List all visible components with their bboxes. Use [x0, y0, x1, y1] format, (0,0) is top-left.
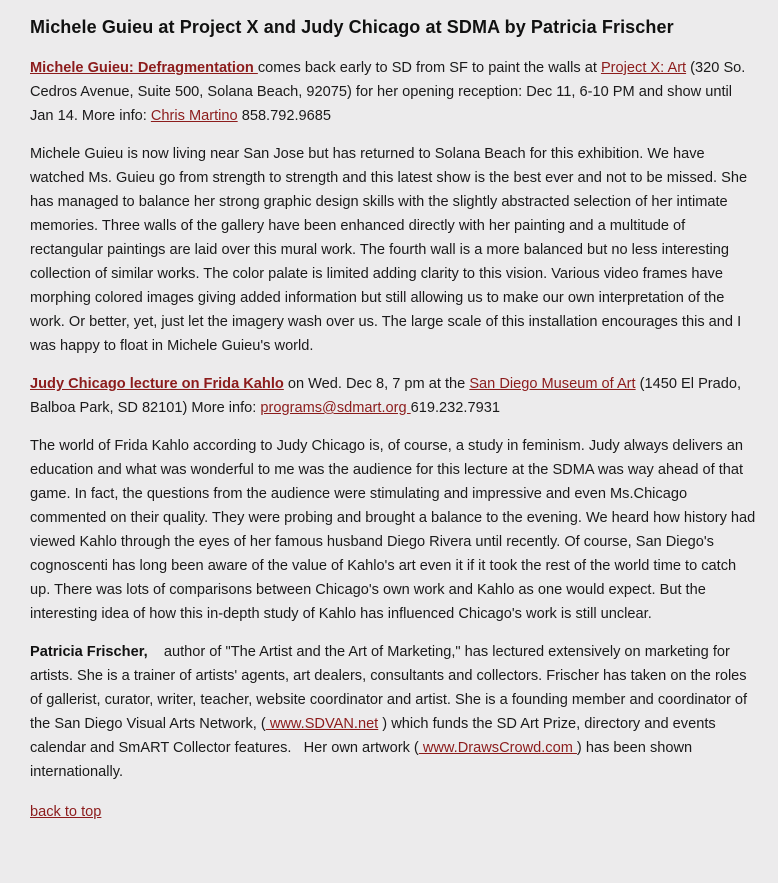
bio-text: ) has been shown internationally. — [30, 740, 693, 780]
event-paragraph-guieu — [30, 56, 758, 128]
event-paragraph-chicago — [30, 372, 758, 420]
event-text: (320 So. Cedros Avenue, Suite 500, Solana Beach, 92075) for her opening reception: Dec 11, 6-10 PM and show until Jan 14. More info: — [30, 60, 746, 124]
page-title: Michele Guieu at Project X and Judy Chicago at SDMA by Patricia Frischer — [30, 17, 674, 37]
link-programs-email[interactable]: programs@sdmart.org — [260, 400, 411, 416]
link-michele-guieu-defragmentation[interactable]: Michele Guieu: Defragmentation — [30, 60, 258, 76]
back-to-top-wrapper — [30, 800, 758, 824]
link-chris-martino[interactable]: Chris Martino — [150, 108, 238, 124]
link-san-diego-museum-of-art[interactable]: San Diego Museum of Art — [469, 376, 636, 392]
bio-text: author of "The Artist and the Art of Marketing," has lectured extensively on marketing for artists. She is a trainer of artists' agents, art dealers, consultants and collectors. Frischer has taken on the roles of gallerist, curator, writer, teacher, website coordinator and artist. She is a founding member and coordinator of the San Diego Visual Arts Network, ( — [30, 644, 752, 732]
event-text: on Wed. Dec 8, 7 pm at the — [283, 376, 470, 392]
event-phone: 858.792.9685 — [237, 108, 331, 124]
event-text: comes back early to SD from SF to paint the walls at — [257, 60, 601, 76]
bio-text: ) which funds the SD Art Prize, directory and events calendar and SmART Collector features. Her own artwork ( — [30, 716, 720, 756]
author-name: Patricia Frischer, — [30, 644, 148, 660]
event-phone: 619.232.7931 — [410, 400, 500, 416]
back-to-top-link[interactable]: back to top — [30, 804, 102, 820]
link-sdvan[interactable]: www.SDVAN.net — [265, 716, 379, 732]
event-text: (1450 El Prado, Balboa Park, SD 82101) More info: — [30, 376, 742, 416]
review-paragraph-chicago: The world of Frida Kahlo according to Judy Chicago is, of course, a study in feminism. Judy always delivers an education and what was wonderful to me was the audience for this lecture at the SDMA was way ahead of that game. In fact, the questions from the audience were stimulating and impressive and even Ms.Chicago commented on their quality. They were probing and brought a balance to the evening. We heard how history had viewed Kahlo through the eyes of her famous husband Diego Rivera until recently. Of course, San Diego's cognoscenti has long been aware of the value of Kahlo's art even it if it took the rest of the world time to catch up. There was lots of comparisons between Chicago's own work and Kahlo as one would expect. But the interesting idea of how this in-depth study of Kahlo has influenced Chicago's work is still unclear. — [30, 438, 756, 622]
link-judy-chicago-lecture[interactable]: Judy Chicago lecture on Frida Kahlo — [30, 376, 284, 392]
link-drawscrowd[interactable]: www.DrawsCrowd.com — [418, 740, 577, 756]
review-paragraph-guieu: Michele Guieu is now living near San Jose but has returned to Solana Beach for this exhibition. We have watched Ms. Guieu go from strength to strength and this latest show is the best ever and not to be missed. She has managed to balance her strong graphic design skills with the slightly abstracted selection of her intimate memories. Three walls of the gallery have been enhanced directly with her painting and a multitude of rectangular paintings are laid over this mural work. The fourth wall is a more balanced but no less interesting collection of similar works. The color palate is limited adding clarity to this vision. Various video frames have morphing colored images giving added information but still allowing us to make our own interpretation of the work. Or better, yet, just let the imagery wash over us. The large scale of this installation encourages this and I was happy to float in Michele Guieu's world. — [30, 146, 748, 354]
link-project-x-art[interactable]: Project X: Art — [600, 60, 687, 76]
author-bio — [30, 640, 758, 784]
